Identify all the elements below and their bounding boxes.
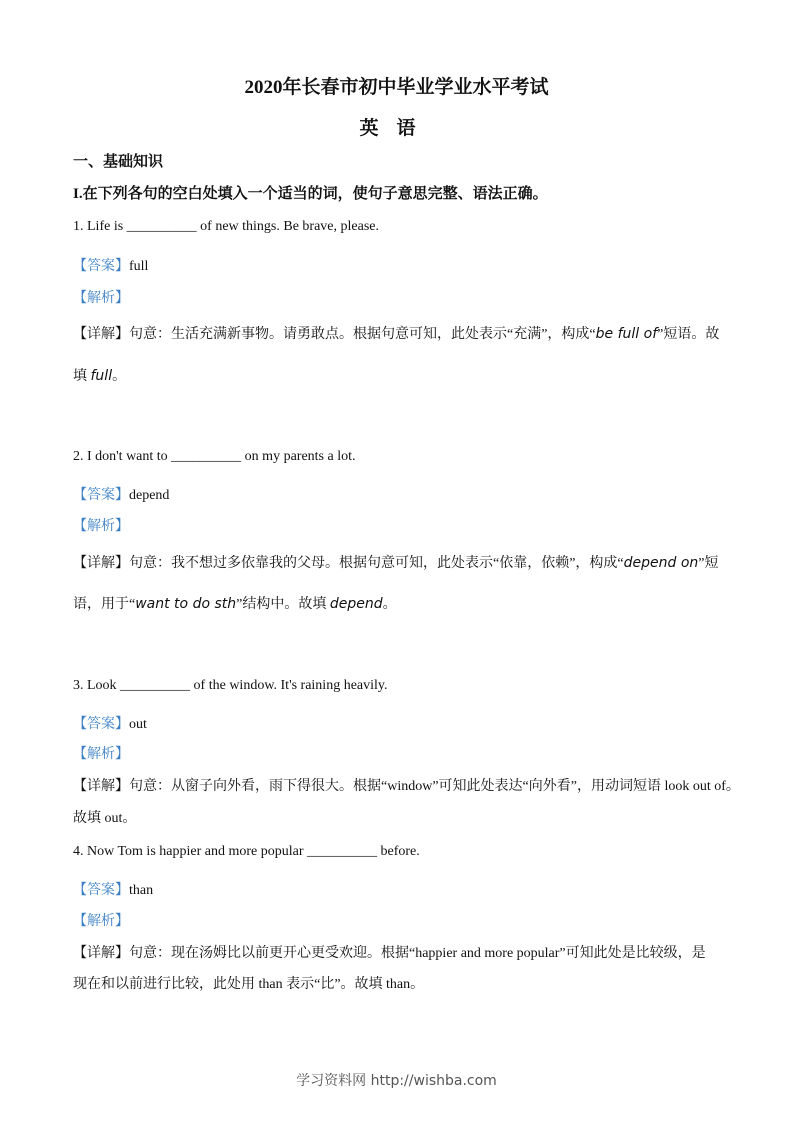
detail-text: 。 bbox=[112, 369, 127, 384]
analysis-2 bbox=[73, 515, 725, 535]
answer-tag: 【答案】 bbox=[73, 717, 129, 732]
analysis-tag: 【解析】 bbox=[73, 914, 129, 929]
detail-tag: 【详解】 bbox=[73, 946, 129, 961]
answer-tag: 【答案】 bbox=[73, 259, 129, 274]
detail-text: ”结构中。故填 bbox=[236, 597, 330, 612]
detail-phrase: depend on bbox=[623, 555, 699, 571]
answer-3 bbox=[73, 713, 725, 733]
instruction: I.在下列各句的空白处填入一个适当的词，使句子意思完整、语法正确。 bbox=[73, 186, 548, 202]
answer-tag: 【答案】 bbox=[73, 488, 129, 503]
detail-3-line-2: 故填 out。 bbox=[73, 811, 137, 826]
question-1: 1. Life is __________ of new things. Be brave, please. bbox=[73, 219, 379, 234]
page-footer: 学习资料网 http://wishba.com bbox=[296, 1073, 497, 1089]
detail-phrase: be full of bbox=[595, 326, 658, 342]
detail-text: 句意：从窗子向外看，雨下得很大。根据“window”可知此处表达“向外看”，用动词短语 look out of。 bbox=[129, 779, 740, 794]
detail-text: 语，用于“ bbox=[73, 597, 136, 612]
subject-title: 英语 bbox=[359, 118, 434, 139]
analysis-4 bbox=[73, 910, 725, 930]
exam-title: 2020年长春市初中毕业学业水平考试 bbox=[244, 77, 549, 98]
detail-phrase: want to do sth bbox=[135, 596, 237, 612]
detail-text: 句意：现在汤姆比以前更开心更受欢迎。根据“happier and more popular”可知此处是比较级，是 bbox=[129, 946, 706, 961]
detail-4-line-2: 现在和以前进行比较，此处用 than 表示“比”。故填 than。 bbox=[73, 977, 425, 992]
detail-text: ”短语。故 bbox=[657, 327, 720, 342]
answer-text: than bbox=[129, 883, 154, 898]
detail-tag: 【详解】 bbox=[73, 327, 129, 342]
analysis-1 bbox=[73, 287, 725, 307]
answer-text: full bbox=[129, 259, 149, 274]
detail-tag: 【详解】 bbox=[73, 779, 129, 794]
detail-tag: 【详解】 bbox=[73, 556, 129, 571]
detail-4-line-1 bbox=[73, 942, 725, 962]
answer-text: depend bbox=[129, 488, 170, 503]
analysis-3 bbox=[73, 743, 725, 763]
detail-text: 。 bbox=[382, 597, 397, 612]
answer-text: out bbox=[129, 717, 147, 732]
detail-text: 填 bbox=[73, 369, 91, 384]
answer-4 bbox=[73, 879, 725, 899]
detail-1-line-2 bbox=[73, 365, 725, 385]
question-3: 3. Look __________ of the window. It's raining heavily. bbox=[73, 678, 388, 693]
analysis-tag: 【解析】 bbox=[73, 519, 129, 534]
detail-text: 句意：生活充满新事物。请勇敢点。根据句意可知，此处表示“充满”，构成“ bbox=[129, 327, 596, 342]
detail-2-line-2 bbox=[73, 593, 725, 613]
answer-1 bbox=[73, 255, 725, 275]
answer-tag: 【答案】 bbox=[73, 883, 129, 898]
detail-text: ”短 bbox=[698, 556, 719, 571]
detail-phrase: full bbox=[90, 368, 113, 384]
detail-text: 句意：我不想过多依靠我的父母。根据句意可知，此处表示“依靠，依赖”，构成“ bbox=[129, 556, 624, 571]
question-4: 4. Now Tom is happier and more popular __________ before. bbox=[73, 844, 420, 859]
analysis-tag: 【解析】 bbox=[73, 747, 129, 762]
detail-3-line-1 bbox=[73, 775, 740, 795]
detail-2-line-1 bbox=[73, 552, 725, 572]
analysis-tag: 【解析】 bbox=[73, 291, 129, 306]
section-heading: 一、基础知识 bbox=[73, 154, 164, 170]
detail-phrase: depend bbox=[329, 596, 383, 612]
question-2: 2. I don't want to __________ on my parents a lot. bbox=[73, 449, 356, 464]
answer-2 bbox=[73, 484, 725, 504]
detail-1-line-1 bbox=[73, 323, 725, 343]
